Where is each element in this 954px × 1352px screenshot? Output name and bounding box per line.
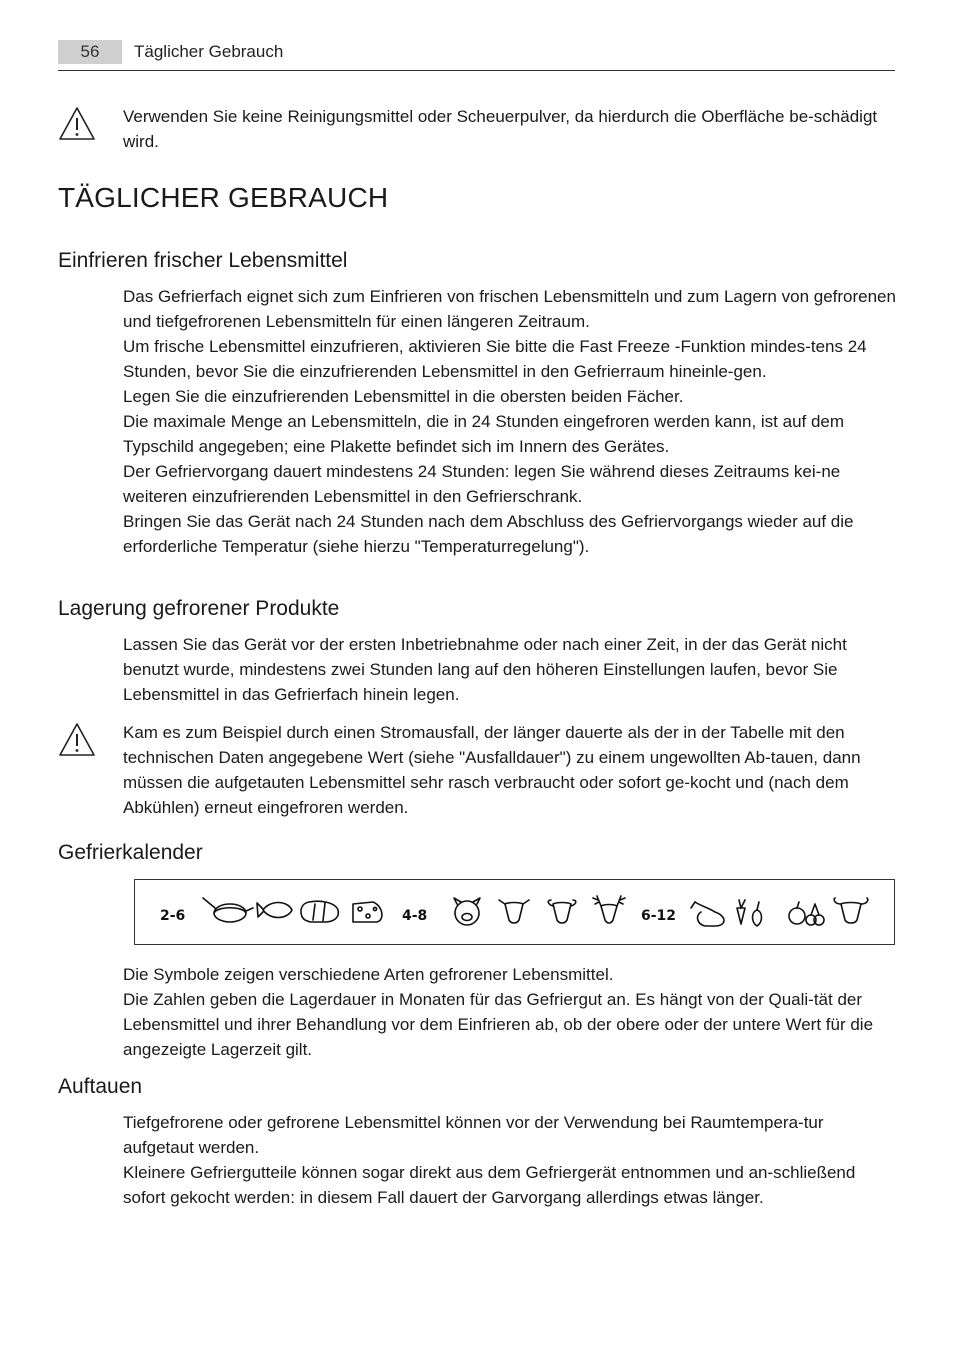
sheep-icon	[548, 900, 576, 923]
fish-icon	[257, 903, 292, 918]
paragraph: Um frische Lebensmittel einzufrieren, aktivieren Sie bitte die Fast Freeze -Funktion mindes-tens 24 Stunden, bevor Sie die einzufrierenden Lebensmittel in den Gefrierraum hineinle-gen.	[123, 337, 867, 381]
warning-icon	[58, 106, 96, 142]
page-title: TÄGLICHER GEBRAUCH	[58, 182, 389, 213]
fruit-icon	[789, 902, 824, 925]
range-label: 2-6	[160, 908, 186, 924]
paragraph: Die maximale Menge an Lebensmitteln, die in 24 Stunden eingefroren werden kann, ist auf dem Typschild angegeben; eine Plakette befindet sich im Innern des Gerätes.	[123, 412, 845, 456]
pot-icon	[203, 898, 253, 922]
section-body-einfrieren	[123, 284, 898, 559]
page-number: 56	[58, 40, 122, 64]
deer-icon	[593, 896, 625, 923]
section-heading-kalender: Gefrierkalender	[58, 841, 203, 864]
section-body-kalender	[123, 962, 898, 1062]
cheese-icon	[353, 902, 382, 922]
beef-icon	[834, 898, 868, 923]
section-body-lagerung: Lassen Sie das Gerät vor der ersten Inbetriebnahme oder nach einer Zeit, in der das Gerät nicht benutzt wurde, mindestens zwei Stunden lang auf den höheren Einstellungen laufen, bevor Sie Lebensmittel in das Gefrierfach hinein legen.	[123, 635, 847, 704]
vegetables-icon	[737, 900, 762, 926]
running-title: Täglicher Gebrauch	[134, 42, 284, 61]
freezer-calendar	[134, 879, 895, 945]
paragraph: Die Symbole zeigen verschiedene Arten gefrorener Lebensmittel.	[123, 965, 614, 984]
warning-text: Kam es zum Beispiel durch einen Stromausfall, der länger dauerte als der in der Tabelle mit den technischen Daten angegebene Wert (siehe "Ausfalldauer") zu einem ungewollten Ab-tauen, dann müssen die aufgetauten Lebensmittel sehr rasch verbraucht oder sofort ge-kocht und (nach dem Abkühlen) erneut eingefroren werden.	[123, 723, 861, 817]
poultry-icon	[691, 902, 724, 926]
section-heading-auftauen: Auftauen	[58, 1075, 143, 1098]
paragraph: Legen Sie die einzufrierenden Lebensmittel in die obersten beiden Fächer.	[123, 387, 684, 406]
range-label: 4-8	[402, 908, 428, 924]
section-body-auftauen	[123, 1110, 898, 1210]
section-heading-lagerung: Lagerung gefrorener Produkte	[58, 597, 340, 620]
pig-icon	[454, 898, 480, 925]
paragraph: Bringen Sie das Gerät nach 24 Stunden nach dem Abschluss des Gefriervorgangs wieder auf die erforderliche Temperatur (siehe hierzu "Temperaturregelung").	[123, 512, 854, 556]
warning-icon	[58, 722, 96, 758]
paragraph: Das Gefrierfach eignet sich zum Einfrieren von frischen Lebensmitteln und zum Lagern von gefrorenen und tiefgefrorenen Lebensmitteln für einen längeren Zeitraum.	[123, 287, 896, 331]
range-label: 6-12	[641, 908, 677, 924]
section-heading-einfrieren: Einfrieren frischer Lebensmittel	[58, 249, 348, 272]
paragraph: Tiefgefrorene oder gefrorene Lebensmittel können vor der Verwendung bei Raumtempera-tur aufgetaut werden.	[123, 1113, 824, 1157]
warning-text: Verwenden Sie keine Reinigungsmittel oder Scheuerpulver, da hierdurch die Oberfläche be-schädigt wird.	[123, 107, 878, 151]
bread-icon	[301, 901, 338, 922]
calf-icon	[499, 900, 529, 923]
paragraph: Die Zahlen geben die Lagerdauer in Monaten für das Gefriergut an. Es hängt von der Quali-tät der Lebensmittel und ihrer Behandlung vor dem Einfrieren ab, ob der obere oder der untere Wert für die angezeigte Lagerzeit gilt.	[123, 990, 874, 1059]
page-header	[58, 40, 895, 71]
paragraph: Kleinere Gefriergutteile können sogar direkt aus dem Gefriergerät entnommen und an-schließend sofort gekocht werden: in diesem Fall dauert der Garvorgang allerdings etwas länger.	[123, 1163, 856, 1207]
paragraph: Der Gefriervorgang dauert mindestens 24 Stunden: legen Sie während dieses Zeitraums kei-ne weiteren einzufrierenden Lebensmittel in den Gefrierschrank.	[123, 462, 841, 506]
typschild-reference: Typschild	[123, 437, 194, 456]
